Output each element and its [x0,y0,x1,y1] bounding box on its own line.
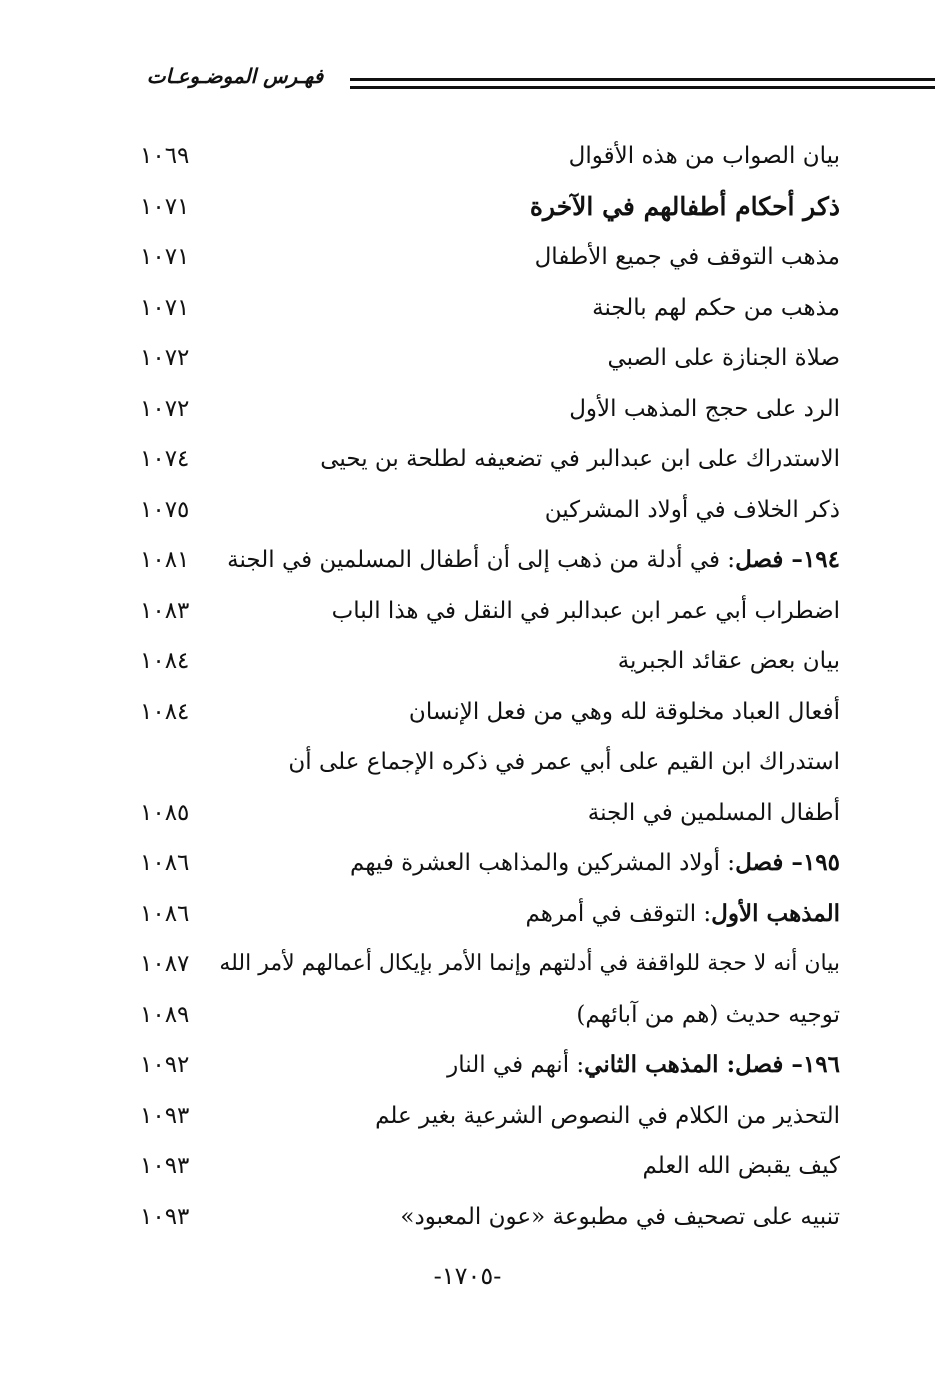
toc-entry-title: كيف يقبض الله العلم [642,1153,840,1179]
toc-entry-title: التحذير من الكلام في النصوص الشرعية بغير علم [375,1102,840,1129]
toc-entry-page: ١٠٦٩ [140,143,190,169]
toc-section-entry [140,1042,840,1093]
toc-entry-title: الاستدراك على ابن عبدالبر في تضعيفه لطلحة بن يحيى [320,446,840,472]
toc-entry [140,790,840,841]
toc-entry [140,739,840,790]
header-rule-top [350,78,935,81]
toc-entry [140,436,840,487]
page-number: -١٧٠٥- [433,1262,502,1290]
toc-entry-title: ذكر الخلاف في أولاد المشركين [544,496,840,523]
toc-entry [140,386,840,437]
section-text: : التوقف في أمرهم [525,900,712,927]
toc-entry-title: ١٩٤– فصل: في أدلة من ذهب إلى أن أطفال المسلمين في الجنة [227,546,840,573]
toc-entry-page: ١٠٩٢ [140,1052,190,1078]
toc-section-entry [140,537,840,588]
toc-entry-title: ذكر أحكام أطفالهم في الآخرة [529,191,840,221]
toc-entry [140,1194,840,1245]
toc-entry-title: بيان أنه لا حجة للواقفة في أدلتهم وإنما الأمر بإيكال أعمالهم لأمر الله [219,951,840,976]
toc-entry-title: مذهب التوقف في جميع الأطفال [534,244,840,270]
section-text: : أولاد المشركين والمذاهب العشرة فيهم [350,850,736,876]
toc-entry-title: بيان بعض عقائد الجبرية [617,648,840,674]
header-title: فهـرس الموضـوعـات [146,64,324,88]
toc-entry-page: ١٠٧٤ [140,446,190,472]
header-rule-bottom [350,86,935,89]
toc-entry [140,335,840,386]
toc-entry-page: ١٠٨٤ [140,698,190,725]
toc-entry [140,638,840,689]
toc-entry-title: ١٩٦– فصل: المذهب الثاني: أنهم في النار [447,1051,840,1078]
section-number: ١٩٥ [802,849,840,876]
toc-entry [140,1093,840,1144]
toc-entry-title: بيان الصواب من هذه الأقوال [568,143,840,169]
toc-entry-page: ١٠٨٧ [140,951,190,977]
toc-entry [140,1143,840,1194]
toc-entry-page: ١٠٧١ [140,244,190,270]
toc-entry-title: أفعال العباد مخلوقة لله وهي من فعل الإنسان [408,698,840,725]
section-text: : أنهم في النار [447,1052,585,1078]
toc-entry-page: ١٠٩٣ [140,1203,190,1230]
section-label: المذهب الأول [711,899,840,927]
toc-entry-title: تنبيه على تصحيف في مطبوعة «عون المعبود» [400,1203,840,1230]
table-of-contents [140,133,840,1244]
toc-entry [140,285,840,336]
toc-entry-page: ١٠٨٥ [140,799,190,826]
toc-entry [140,941,840,992]
toc-entry-title: مذهب من حكم لهم بالجنة [592,294,840,321]
toc-entry [140,184,840,235]
toc-entry-title: اضطراب أبي عمر ابن عبدالبر في النقل في هذا الباب [331,597,840,624]
section-label: فصل [735,546,784,573]
toc-entry [140,487,840,538]
toc-entry-page: ١٠٨١ [140,547,190,573]
toc-entry-page: ١٠٧١ [140,193,190,220]
toc-entry-title: استدراك ابن القيم على أبي عمر في ذكره الإجماع على أن [288,749,840,775]
toc-entry-page: ١٠٧١ [140,294,190,321]
section-number: ١٩٤ [802,546,840,573]
toc-entry-title: توجيه حديث (هم من آبائهم) [576,1001,840,1028]
toc-entry [140,689,840,740]
section-label: فصل: المذهب الثاني [584,1051,784,1078]
toc-entry-page: ١٠٨٦ [140,900,190,927]
toc-entry-title [210,897,840,931]
toc-entry [140,992,840,1043]
toc-entry-page: ١٠٨٩ [140,1001,190,1028]
running-header [128,62,840,98]
toc-entry-page: ١٠٨٤ [140,648,190,674]
toc-entry-page: ١٠٩٣ [140,1153,190,1179]
toc-entry-title: ١٩٥– فصل: أولاد المشركين والمذاهب العشرة فيهم [350,849,840,876]
toc-entry-page: ١٠٨٣ [140,597,190,624]
toc-entry-page: ١٠٩٣ [140,1102,190,1129]
toc-entry-page: ١٠٧٢ [140,345,190,371]
section-number: ١٩٦ [802,1051,840,1078]
toc-entry-title: الرد على حجج المذهب الأول [569,395,840,422]
toc-entry-page: ١٠٧٥ [140,496,190,523]
section-text: : في أدلة من ذهب إلى أن أطفال المسلمين في الجنة [227,547,736,573]
toc-entry-title: أطفال المسلمين في الجنة [587,799,840,826]
toc-entry [140,133,840,184]
toc-entry-page: ١٠٧٢ [140,395,190,422]
toc-section-entry [140,840,840,891]
toc-entry [140,234,840,285]
section-label: فصل [735,849,784,876]
toc-entry [140,588,840,639]
toc-entry-title: صلاة الجنازة على الصبي [607,345,840,371]
toc-entry [140,891,840,942]
toc-entry-page: ١٠٨٦ [140,850,190,876]
